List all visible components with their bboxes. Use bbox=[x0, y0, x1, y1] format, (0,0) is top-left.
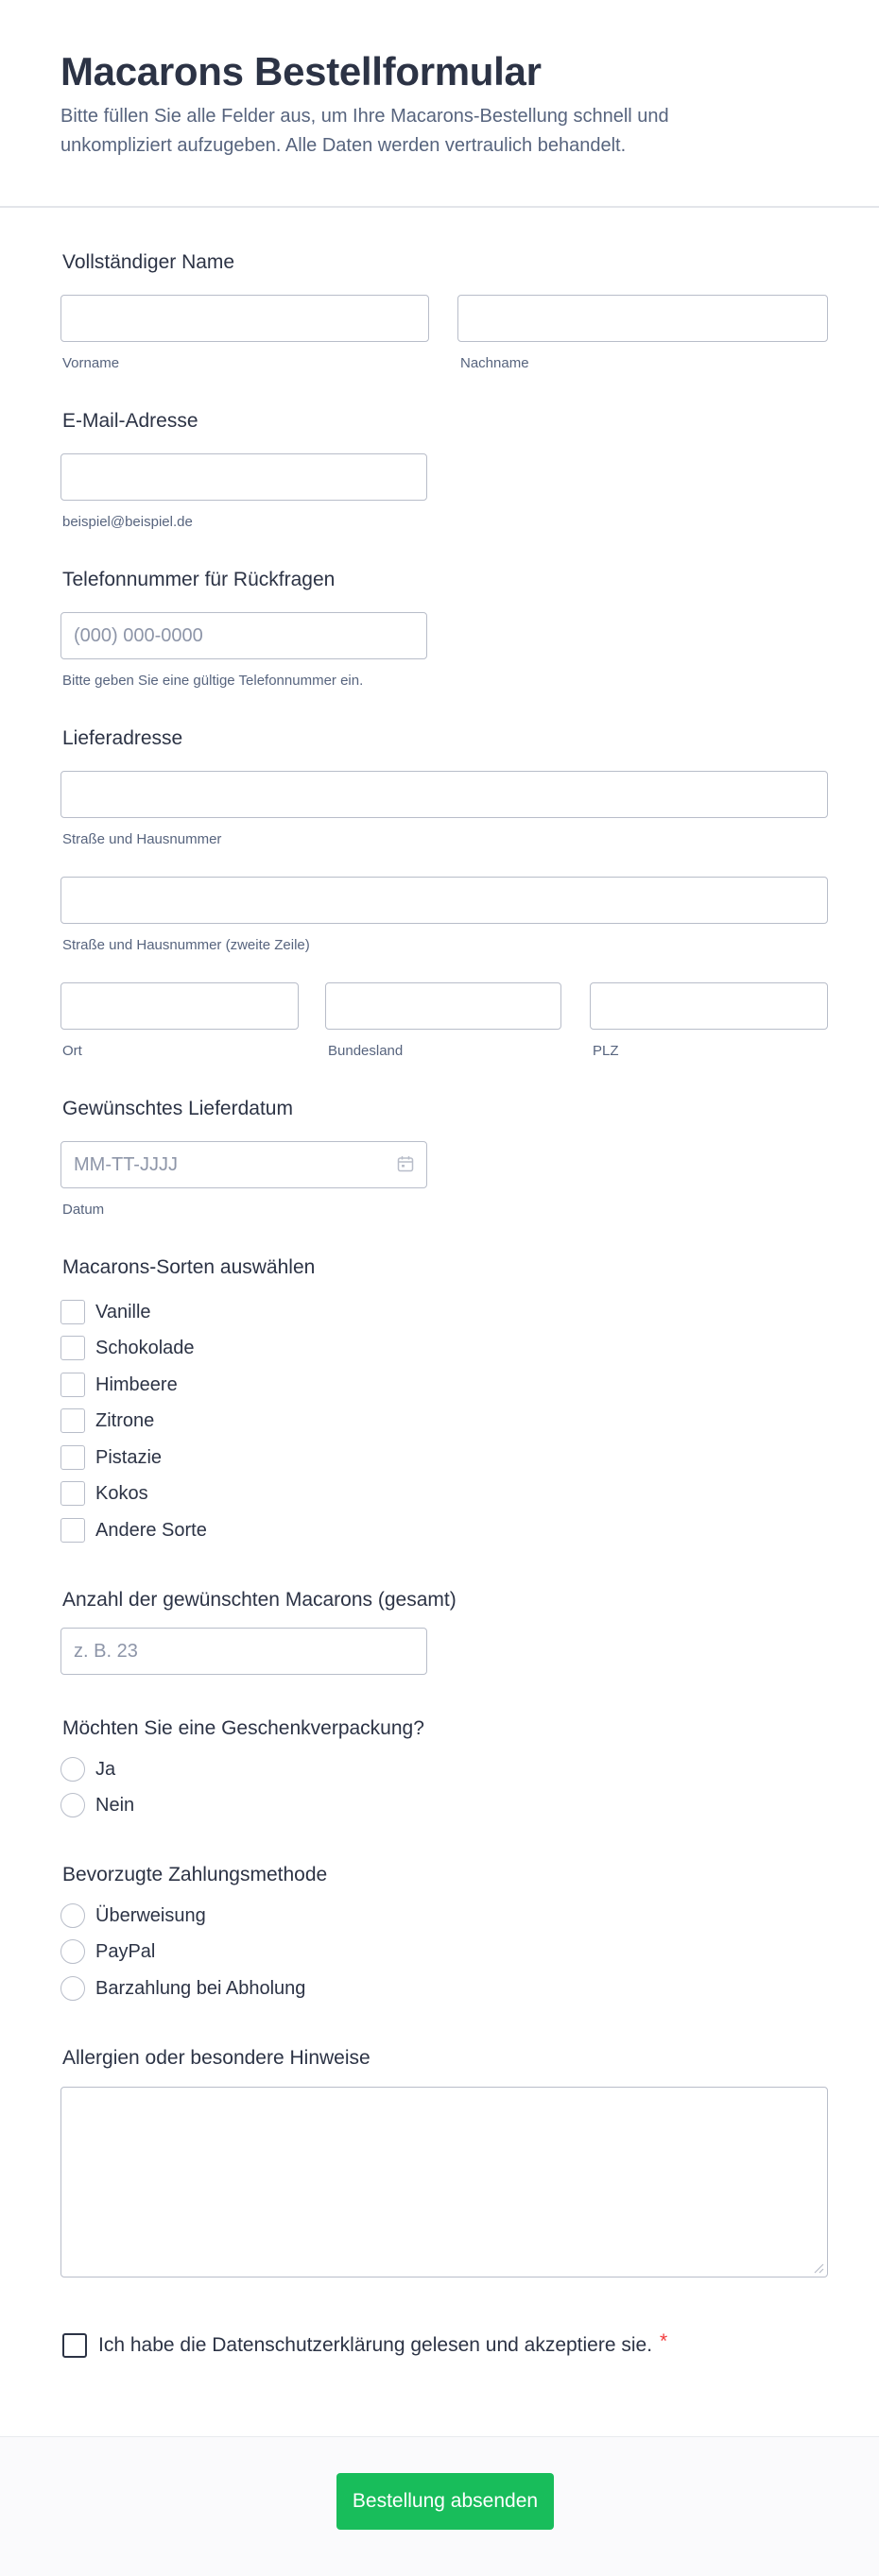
payment-option-ueberweisung[interactable] bbox=[60, 1903, 206, 1928]
payment-option-barzahlung[interactable] bbox=[60, 1976, 305, 2001]
radio-button[interactable] bbox=[60, 1976, 85, 2001]
privacy-consent[interactable] bbox=[62, 2330, 668, 2358]
street-line2-input[interactable] bbox=[60, 877, 828, 924]
delivery-date-field bbox=[60, 1141, 427, 1188]
last-name-input[interactable] bbox=[457, 295, 828, 342]
name-label: Vollständiger Name bbox=[62, 251, 235, 273]
flavor-option-schokolade[interactable] bbox=[60, 1336, 195, 1360]
option-label: Überweisung bbox=[95, 1904, 206, 1926]
flavor-option-zitrone[interactable] bbox=[60, 1408, 154, 1433]
checkbox[interactable] bbox=[60, 1336, 85, 1360]
phone-label: Telefonnummer für Rückfragen bbox=[62, 569, 336, 590]
email-input[interactable] bbox=[60, 453, 427, 501]
quantity-input[interactable] bbox=[60, 1628, 427, 1675]
address-label: Lieferadresse bbox=[62, 727, 183, 749]
email-label: E-Mail-Adresse bbox=[62, 410, 198, 432]
payment-label: Bevorzugte Zahlungsmethode bbox=[62, 1864, 328, 1885]
flavors-label: Macarons-Sorten auswählen bbox=[62, 1256, 316, 1278]
radio-button[interactable] bbox=[60, 1903, 85, 1928]
first-name-sublabel: Vorname bbox=[62, 355, 120, 371]
option-label: Barzahlung bei Abholung bbox=[95, 1977, 306, 1999]
option-label: Zitrone bbox=[95, 1409, 155, 1431]
notes-label: Allergien oder besondere Hinweise bbox=[62, 2047, 371, 2069]
gift-wrap-option-ja[interactable] bbox=[60, 1757, 115, 1782]
option-label: Vanille bbox=[95, 1301, 151, 1322]
form-description: Bitte füllen Sie alle Felder aus, um Ihre Macarons-Bestellung schnell und unkompliziert aufzugeben. Alle Daten werden vertraulich behandelt. bbox=[60, 106, 669, 156]
checkbox[interactable] bbox=[60, 1445, 85, 1470]
checkbox[interactable] bbox=[60, 1518, 85, 1543]
privacy-checkbox[interactable] bbox=[62, 2333, 87, 2358]
notes-textarea[interactable] bbox=[60, 2087, 828, 2277]
state-sublabel: Bundesland bbox=[328, 1043, 404, 1059]
form-header bbox=[0, 0, 879, 208]
zip-sublabel: PLZ bbox=[593, 1043, 619, 1059]
flavor-option-himbeere[interactable] bbox=[60, 1373, 178, 1397]
submit-button[interactable]: Bestellung absenden bbox=[336, 2473, 554, 2530]
radio-button[interactable] bbox=[60, 1757, 85, 1782]
email-sublabel: beispiel@beispiel.de bbox=[62, 514, 193, 530]
phone-input[interactable] bbox=[60, 612, 427, 659]
street-line1-input[interactable] bbox=[60, 771, 828, 818]
first-name-input[interactable] bbox=[60, 295, 429, 342]
street-line1-sublabel: Straße und Hausnummer bbox=[62, 831, 222, 847]
radio-button[interactable] bbox=[60, 1939, 85, 1964]
radio-button[interactable] bbox=[60, 1793, 85, 1817]
option-label: Kokos bbox=[95, 1482, 148, 1504]
payment-option-paypal[interactable] bbox=[60, 1939, 155, 1964]
city-input[interactable] bbox=[60, 982, 299, 1030]
zip-input[interactable] bbox=[590, 982, 828, 1030]
checkbox[interactable] bbox=[60, 1408, 85, 1433]
checkbox[interactable] bbox=[60, 1300, 85, 1324]
option-label: Pistazie bbox=[95, 1446, 163, 1468]
flavor-option-andere[interactable] bbox=[60, 1518, 207, 1543]
option-label: Nein bbox=[95, 1794, 135, 1816]
flavor-option-pistazie[interactable] bbox=[60, 1445, 162, 1470]
gift-wrap-option-nein[interactable] bbox=[60, 1793, 134, 1817]
quantity-label: Anzahl der gewünschten Macarons (gesamt) bbox=[62, 1589, 457, 1611]
state-input[interactable] bbox=[325, 982, 561, 1030]
option-label: Ja bbox=[95, 1758, 116, 1780]
checkbox[interactable] bbox=[60, 1373, 85, 1397]
required-asterisk: * bbox=[660, 2330, 668, 2352]
delivery-date-label: Gewünschtes Lieferdatum bbox=[62, 1098, 293, 1119]
resize-grip-icon[interactable] bbox=[811, 2260, 824, 2274]
last-name-sublabel: Nachname bbox=[460, 355, 529, 371]
city-sublabel: Ort bbox=[62, 1043, 82, 1059]
gift-wrap-label: Möchten Sie eine Geschenkverpackung? bbox=[62, 1717, 424, 1739]
option-label: Schokolade bbox=[95, 1337, 195, 1358]
option-label: PayPal bbox=[95, 1940, 156, 1962]
option-label: Andere Sorte bbox=[95, 1519, 207, 1541]
delivery-date-sublabel: Datum bbox=[62, 1202, 105, 1218]
flavor-option-kokos[interactable] bbox=[60, 1481, 148, 1506]
form-title: Macarons Bestellformular bbox=[60, 49, 542, 94]
flavor-option-vanille[interactable] bbox=[60, 1300, 151, 1324]
checkbox[interactable] bbox=[60, 1481, 85, 1506]
option-label: Himbeere bbox=[95, 1373, 178, 1395]
street-line2-sublabel: Straße und Hausnummer (zweite Zeile) bbox=[62, 937, 310, 953]
phone-sublabel: Bitte geben Sie eine gültige Telefonnummer ein. bbox=[62, 673, 364, 689]
privacy-text: Ich habe die Datenschutzerklärung gelesen und akzeptiere sie. bbox=[98, 2334, 653, 2356]
delivery-date-input[interactable] bbox=[60, 1141, 427, 1188]
calendar-icon[interactable] bbox=[397, 1155, 414, 1172]
